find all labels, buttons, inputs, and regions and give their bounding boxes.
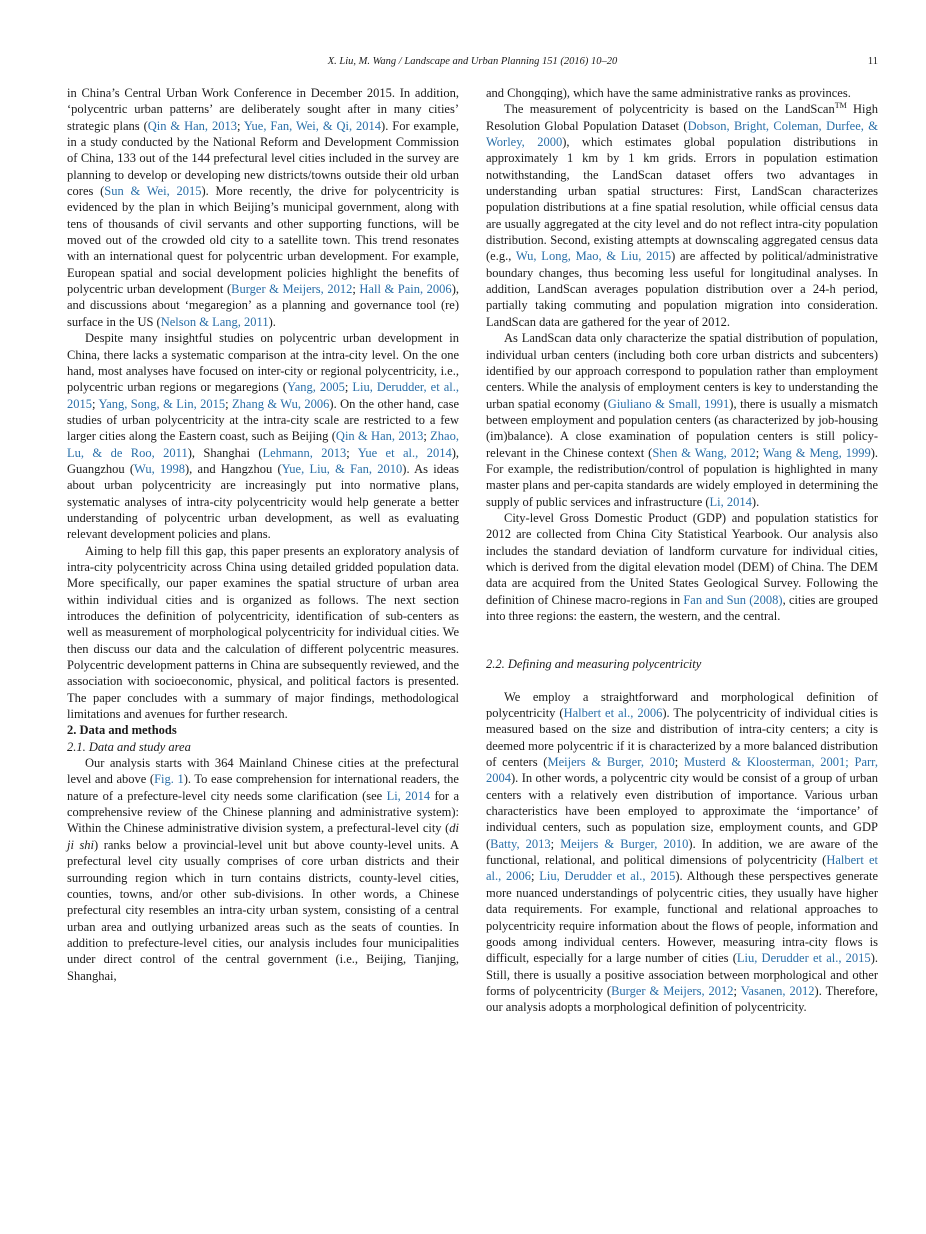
citation-link[interactable]: Qin & Han, 2013: [335, 429, 424, 444]
text: ). In addition, we are aware of the functional, relational, and political dimensions of polycentricity (: [486, 836, 878, 868]
citation-link[interactable]: Halbert et al., 2006: [563, 706, 663, 721]
text: ) are affected by political/administrative boundary changes, thus becoming less useful for longitudinal analyses. In addition, LandScan averages population distribution over a 24-h period, partially taking commuting and population migration into consideration. LandScan data are gathered for the year of 2012.: [486, 249, 878, 329]
paragraph: [486, 689, 878, 1016]
text: ;: [225, 396, 233, 411]
text: ;: [346, 445, 358, 460]
citation-link[interactable]: Musterd & Kloosterman, 2001; Parr, 2004: [486, 755, 878, 786]
text: The measurement of polycentricity is based on the LandScan: [504, 102, 835, 117]
italic-term: di ji shi: [67, 821, 459, 852]
text: ), which estimates global population distributions in approximately 1 km by 1 km grids. Errors in population estimation notwithstanding, the LandScan dataset offers two advantages in understanding urban spatial structures: First, LandScan characterizes population distributions at a fine spatial resolution, while official census data are usually aggregated at the city level and do not reflect intra-city population distribution. Second, existing attempts at downscaling aggregated census data (e.g.,: [486, 135, 879, 264]
citation-link[interactable]: Giuliano & Small, 1991: [607, 396, 730, 411]
text: , cities are grouped into three regions: the eastern, the western, and the central.: [486, 592, 879, 623]
paragraph: [67, 330, 459, 542]
citation-link[interactable]: Hall & Pain, 2006: [359, 282, 452, 297]
spacer: [486, 673, 878, 689]
text: ;: [344, 380, 353, 395]
text: ;: [550, 836, 561, 851]
paragraph: [486, 510, 878, 624]
page-number: 11: [867, 56, 878, 67]
citation-link[interactable]: Liu, Derudder et al., 2015: [539, 869, 676, 884]
section-title: 2. Data and methods: [67, 723, 177, 738]
text: ).: [751, 494, 760, 509]
citation-link[interactable]: Liu, Derudder et al., 2015: [736, 951, 871, 966]
text: ), and Hangzhou (: [184, 461, 282, 476]
text: ). As ideas about urban polycentricity are increasingly put into normative plans, systematic analyses of intra-city polycentricity would help generate a better understanding of polycentric urban development, as well as evaluating relevant development policies and plans.: [67, 461, 459, 542]
citation-link[interactable]: Meijers & Burger, 2010: [560, 836, 689, 851]
text: ).: [268, 314, 276, 329]
text: ;: [423, 429, 431, 444]
running-title: X. Liu, M. Wang / Landscape and Urban Planning 151 (2016) 10–20: [327, 56, 618, 67]
citation-link[interactable]: Sun & Wei, 2015: [104, 184, 202, 199]
paragraph: [486, 330, 878, 510]
text: ). More recently, the drive for polycentricity is evidenced by the plan in which Beijing’s municipal government, along with tens of thousands of civil servants and other supporting functions, will be moved out of the crowded old city to a satellite town. This trend resonates with an international quest for polycentric urban development. For example, European spatial and social development policies highlight the benefits of polycentric urban development (: [67, 184, 459, 297]
text: ). On the other hand, case studies of urban polycentricity at the intra-city scale are restricted to a few larger cities along the Eastern coast, such as Beijing (: [67, 396, 459, 444]
text: ) ranks below a provincial-level unit but above county-level units. A prefectural level city usually comprises of core urban districts and their surrounding region which in turn contains districts, county-level cities, counties, towns, and/or other sub-divisions. In other words, a Chinese prefectural city resembles an intra-city urban system, consisting of a central urban area and outlying urbanized areas such as the seats of counties. In addition to prefecture-level cities, our analysis includes four municipalities under direct control of the central government (i.e., Beijing, Tianjing, Shanghai,: [67, 837, 459, 983]
text: High Resolution Global Population Dataset (: [486, 102, 878, 133]
citation-link[interactable]: Yue, Liu, & Fan, 2010: [281, 461, 403, 476]
citation-link[interactable]: Lehmann, 2013: [262, 445, 347, 460]
text: ). To ease comprehension for international readers, the nature of a prefecture-level city needs some clarification (see: [67, 772, 459, 803]
left-column: [67, 85, 459, 984]
citation-link[interactable]: Burger & Meijers, 2012: [231, 282, 353, 297]
paragraph: [67, 755, 459, 984]
citation-link[interactable]: Batty, 2013: [490, 836, 551, 851]
citation-link[interactable]: Nelson & Lang, 2011: [160, 314, 269, 329]
citation-link[interactable]: Wu, 1998: [134, 461, 185, 476]
text: ;: [531, 869, 540, 884]
text: ;: [92, 396, 99, 411]
figure-link[interactable]: Fig. 1: [154, 772, 184, 787]
text: ). Therefore, our analysis adopts a morphological definition of polycentricity.: [486, 983, 878, 1015]
text: ), there is usually a mismatch between employment and population centers (as characterized by job-housing (im)balance). A close examination of population centers is still policy-relevant in the Chinese context (: [486, 396, 879, 460]
trademark-superscript: TM: [834, 101, 847, 111]
citation-link[interactable]: Fan and Sun (2008): [683, 592, 783, 607]
citation-link[interactable]: Yue et al., 2014: [357, 445, 452, 460]
text: in China’s Central Urban Work Conference in December 2015. In addition, ‘polycentric urban patterns’ are deliberately sought after in many cities’ strategic plans (: [67, 86, 459, 133]
text: We employ a straightforward and morphological definition of polycentricity (: [486, 689, 878, 721]
text: ;: [674, 755, 684, 770]
text: ). For example, in a study conducted by the National Reform and Development Commission of China, 133 out of the 144 prefectural level cities included in the survey are planning to develop or developing new districts/towns outside their old urban cores (: [67, 118, 459, 199]
citation-link[interactable]: Burger & Meijers, 2012: [611, 983, 734, 998]
text: City-level Gross Domestic Product (GDP) and population statistics for 2012 are collected from China City Statistical Yearbook. Our analysis also includes the standard deviation of landform curvature for individual cities, which is derived from the digital elevation model (DEM) of China. The DEM data are acquired from the United States Geological Survey. Following the definition of Chinese macro-regions in: [486, 510, 878, 607]
citation-link[interactable]: Zhao, Lu, & de Roo, 2011: [67, 429, 459, 460]
paragraph: Aiming to help fill this gap, this paper presents an exploratory analysis of intra-city polycentricity across China using detailed gridded population data. More specifically, our paper examines the spatial structure of urban area within individual cities and is organized as follows. The next section introduces the definition of polycentricity, identification of sub-centers as well as measurement of morphological polycentricity for individual cities. We then discuss our data and the calculation of different polycentric measures. Polycentric development patterns in China are subsequently reviewed, and the association with socioeconomic, physical, and political factors is presented. The paper concludes with a summary of major findings, methodological limitations and avenues for further research.: [67, 543, 459, 722]
right-column: [486, 85, 878, 1016]
text: for a comprehensive review of the Chinese planning and administrative system): Within the Chinese administrative division system, a prefectural-level city (: [67, 788, 460, 836]
spacer: [486, 624, 878, 656]
paragraph: [486, 101, 878, 330]
page-header: [67, 56, 878, 70]
text: ;: [755, 445, 763, 460]
citation-link[interactable]: Li, 2014: [709, 494, 752, 509]
text: ). For example, the redistribution/control of population is highlighted in many master plans and per-capita standards are widely employed in determining the supply of public services and infrastructure (: [486, 445, 879, 509]
citation-link[interactable]: Dobson, Bright, Coleman, Durfee, & Worley, 2000: [486, 118, 878, 150]
text: ;: [733, 983, 741, 998]
text: Our analysis starts with 364 Mainland Chinese cities at the prefectural level and above (: [67, 756, 459, 787]
citation-link[interactable]: Qin & Han, 2013: [147, 118, 237, 133]
citation-link[interactable]: Li, 2014: [386, 788, 431, 803]
text: ;: [236, 118, 244, 133]
citation-link[interactable]: Zhang & Wu, 2006: [232, 396, 330, 411]
text: ;: [352, 282, 360, 297]
text: ). Still, there is usually a positive association between morphological and other forms of polycentricity (: [486, 951, 878, 998]
subsection-title: 2.1. Data and study area: [67, 739, 191, 754]
citation-link[interactable]: Shen & Wang, 2012: [652, 445, 756, 460]
text: ), Shanghai (: [187, 445, 263, 460]
citation-link[interactable]: Vasanen, 2012: [740, 983, 815, 998]
citation-link[interactable]: Wu, Long, Mao, & Liu, 2015: [515, 249, 672, 264]
text: ), and discussions about ‘megaregion’ as a planning and governance tool (re) surface in the US (: [67, 282, 459, 329]
citation-link[interactable]: Yang, 2005: [286, 380, 345, 395]
citation-link[interactable]: Yang, Song, & Lin, 2015: [98, 396, 226, 411]
text: Despite many insightful studies on polycentric urban development in China, there lacks a systematic comparison at the intra-city level. On the one hand, most analyses have focused on inter-city or regional polycentricity, i.e., polycentric urban regions or megaregions (: [67, 331, 459, 395]
citation-link[interactable]: Meijers & Burger, 2010: [547, 755, 675, 770]
citation-link[interactable]: Liu, Derudder, et al., 2015: [67, 380, 459, 411]
citation-link[interactable]: Halbert et al., 2006: [486, 853, 878, 884]
text: ), Guangzhou (: [67, 445, 459, 476]
text: ). Although these perspectives generate more nuanced understandings of polycentric cities, they usually have higher data requirements. For example, functional and relational approaches to polycentricity require information about the flows of people, information and goods among individual centers. However, measuring intra-city flows is difficult, especially for a large number of cities (: [486, 869, 878, 966]
text: ). The polycentricity of individual cities is measured based on the size and distribution of intra-city centers; a city is deemed more polycentric if it is characterized by a more balanced distribution of centers (: [486, 706, 878, 770]
subsection-title: 2.2. Defining and measuring polycentricity: [486, 657, 702, 672]
text: As LandScan data only characterize the spatial distribution of population, individual urban centers (including both core urban districts and subcenters) identified by our approach correspond to population rather than employment centers. While the analysis of employment centers is key to understanding the urban spatial economy (: [486, 331, 878, 411]
text: ). In other words, a polycentric city would be consist of a group of urban centers with a relatively even distribution of importance. Various urban characteristics have been employed to approximate the ‘importance’ of individual centers, such as population size, employment counts, and GDP (: [486, 771, 878, 851]
citation-link[interactable]: Yue, Fan, Wei, & Qi, 2014: [243, 118, 382, 133]
citation-link[interactable]: Wang & Meng, 1999: [762, 445, 871, 460]
paragraph: [67, 85, 459, 330]
paragraph: and Chongqing), which have the same administrative ranks as provinces.: [486, 86, 851, 100]
